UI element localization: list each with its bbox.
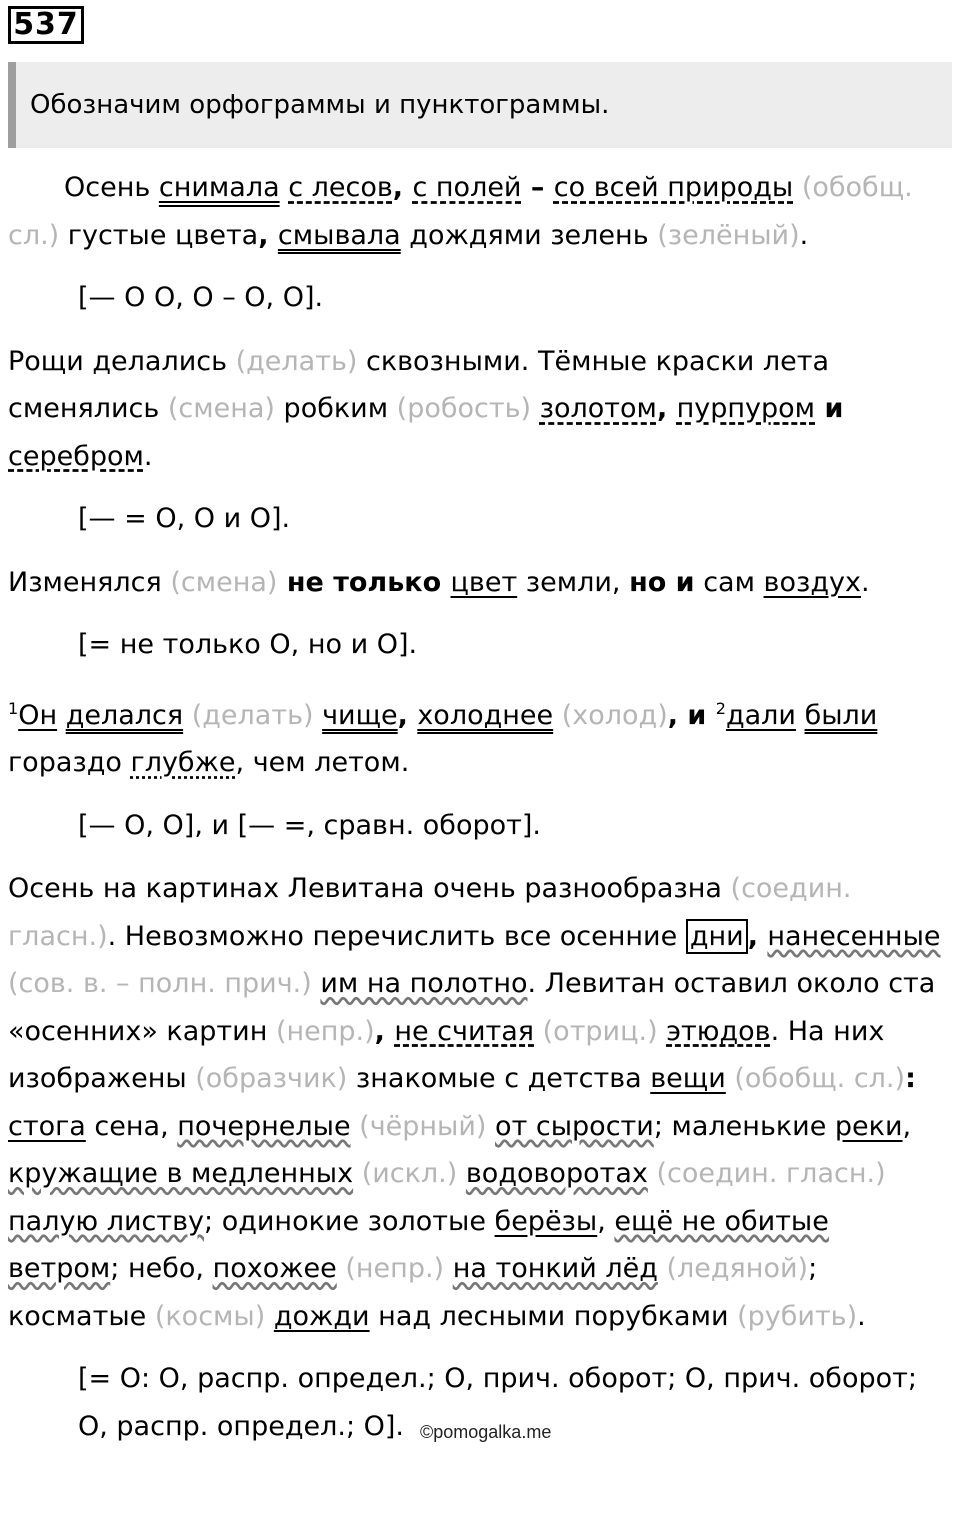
scheme-4: [— О, О], и [— =, сравн. оборот]. [78, 809, 541, 841]
sentence-4: $^1$Он делался (делать) чище, холоднее (холод), и $^2$дали были гораздо глубже, чем летом. [8, 698, 878, 778]
sentence-3: Изменялся (смена) не только цвет земли, но и сам воздух. [8, 566, 870, 598]
sentence-2: Рощи делались (делать) сквозными. Тёмные краски лета сменялись (смена) робким (робость) золотом, пурпуром и серебром. [8, 345, 844, 472]
sentence-1: Осень снимала с лесов, с полей – со всей природы (обобщ. сл.) густые цвета, смывала дождями зелень (зелёный). [8, 172, 913, 251]
scheme-2: [— = О, О и О]. [78, 503, 291, 534]
scheme-3: [= не только О, но и О]. [78, 629, 418, 660]
exercise-number: 537 [8, 6, 84, 44]
watermark: ©pomogalka.me [420, 1422, 552, 1442]
instruction-banner: Обозначим орфограммы и пунктограммы. [8, 62, 952, 148]
boxed-word: дни [686, 919, 748, 954]
exercise-text [8, 164, 948, 1466]
sentence-5: Осень на картинах Левитана очень разнообразна (соедин. гласн.). Невозможно перечислить все осенние дни , нанесенные (сов. в. – полн. прич.) им на полотно. Левитан оставил около ста «осенних» картин (непр.), не считая (отриц.) этюдов. На них изображены (образчик) знакомые с детства вещи (обобщ. сл.): стога сена, почернелые (чёрный) от сырости; маленькие реки, кружащие в медленных (искл.) водоворотах (соедин. гласн.) палую листву; одинокие золотые берёзы, ещё не обитые ветром; небо, похожее (непр.) на тонкий лёд (ледяной); косматые (космы) дожди над лесными порубками (рубить). [8, 873, 941, 1332]
scheme-5: [= О: О, распр. определ.; О, прич. оборот; О, прич. оборот; О, распр. определ.; О]. [78, 1363, 917, 1442]
scheme-1: [— О О, О – О, О]. [78, 282, 324, 313]
